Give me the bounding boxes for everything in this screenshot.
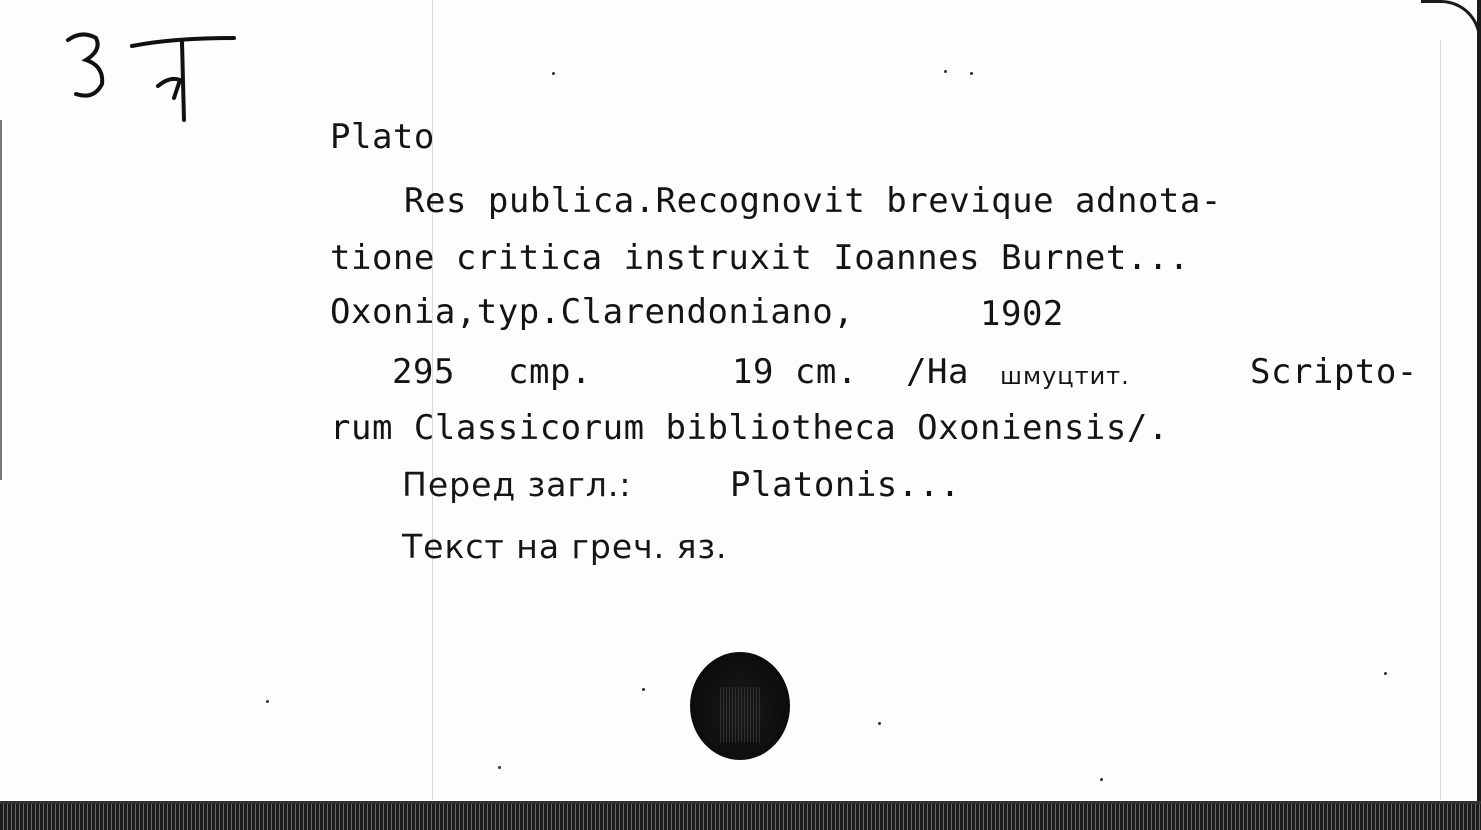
size-dimension: 19 cm. [732, 352, 858, 392]
series-title-part1: Scripto- [1250, 352, 1418, 392]
card-corner [1421, 0, 1481, 60]
punch-hole [690, 652, 790, 760]
scan-speck [1384, 672, 1387, 675]
scan-speck [1100, 778, 1103, 781]
title-line-1: Res publica.Recognovit brevique adnota- [404, 181, 1222, 221]
author-heading: Plato [330, 117, 435, 157]
series-label-handwritten: шмуцтит. [1000, 362, 1130, 390]
scan-artifact-line [1440, 40, 1441, 800]
scan-speck [266, 700, 269, 703]
note-handwritten-language: Текст на греч. яз. [402, 527, 728, 566]
scan-speck [552, 72, 555, 75]
scan-speck [944, 70, 947, 73]
call-number-handwritten [62, 28, 242, 128]
pages-count: 295 [392, 352, 455, 392]
pages-unit: cmp. [508, 352, 592, 392]
card-bottom-edge [0, 804, 1481, 830]
card-right-edge [1477, 0, 1481, 830]
imprint-text: Oxonia,typ.Clarendoniano, [330, 292, 855, 332]
scan-speck [970, 72, 973, 75]
note-handwritten-before-title: Перед загл.: [402, 465, 632, 504]
title-line-2: tione critica instruxit Ioannes Burnet... [330, 238, 1190, 278]
note-parallel-title: Platonis... [730, 465, 961, 505]
card-left-edge [0, 120, 2, 480]
series-prefix: /На [906, 352, 969, 392]
scan-speck [498, 766, 501, 769]
scan-speck [878, 722, 881, 725]
scan-speck [642, 688, 645, 691]
imprint-year: 1902 [980, 294, 1064, 334]
series-title-part2: rum Classicorum bibliotheca Oxoniensis/. [330, 408, 1169, 448]
